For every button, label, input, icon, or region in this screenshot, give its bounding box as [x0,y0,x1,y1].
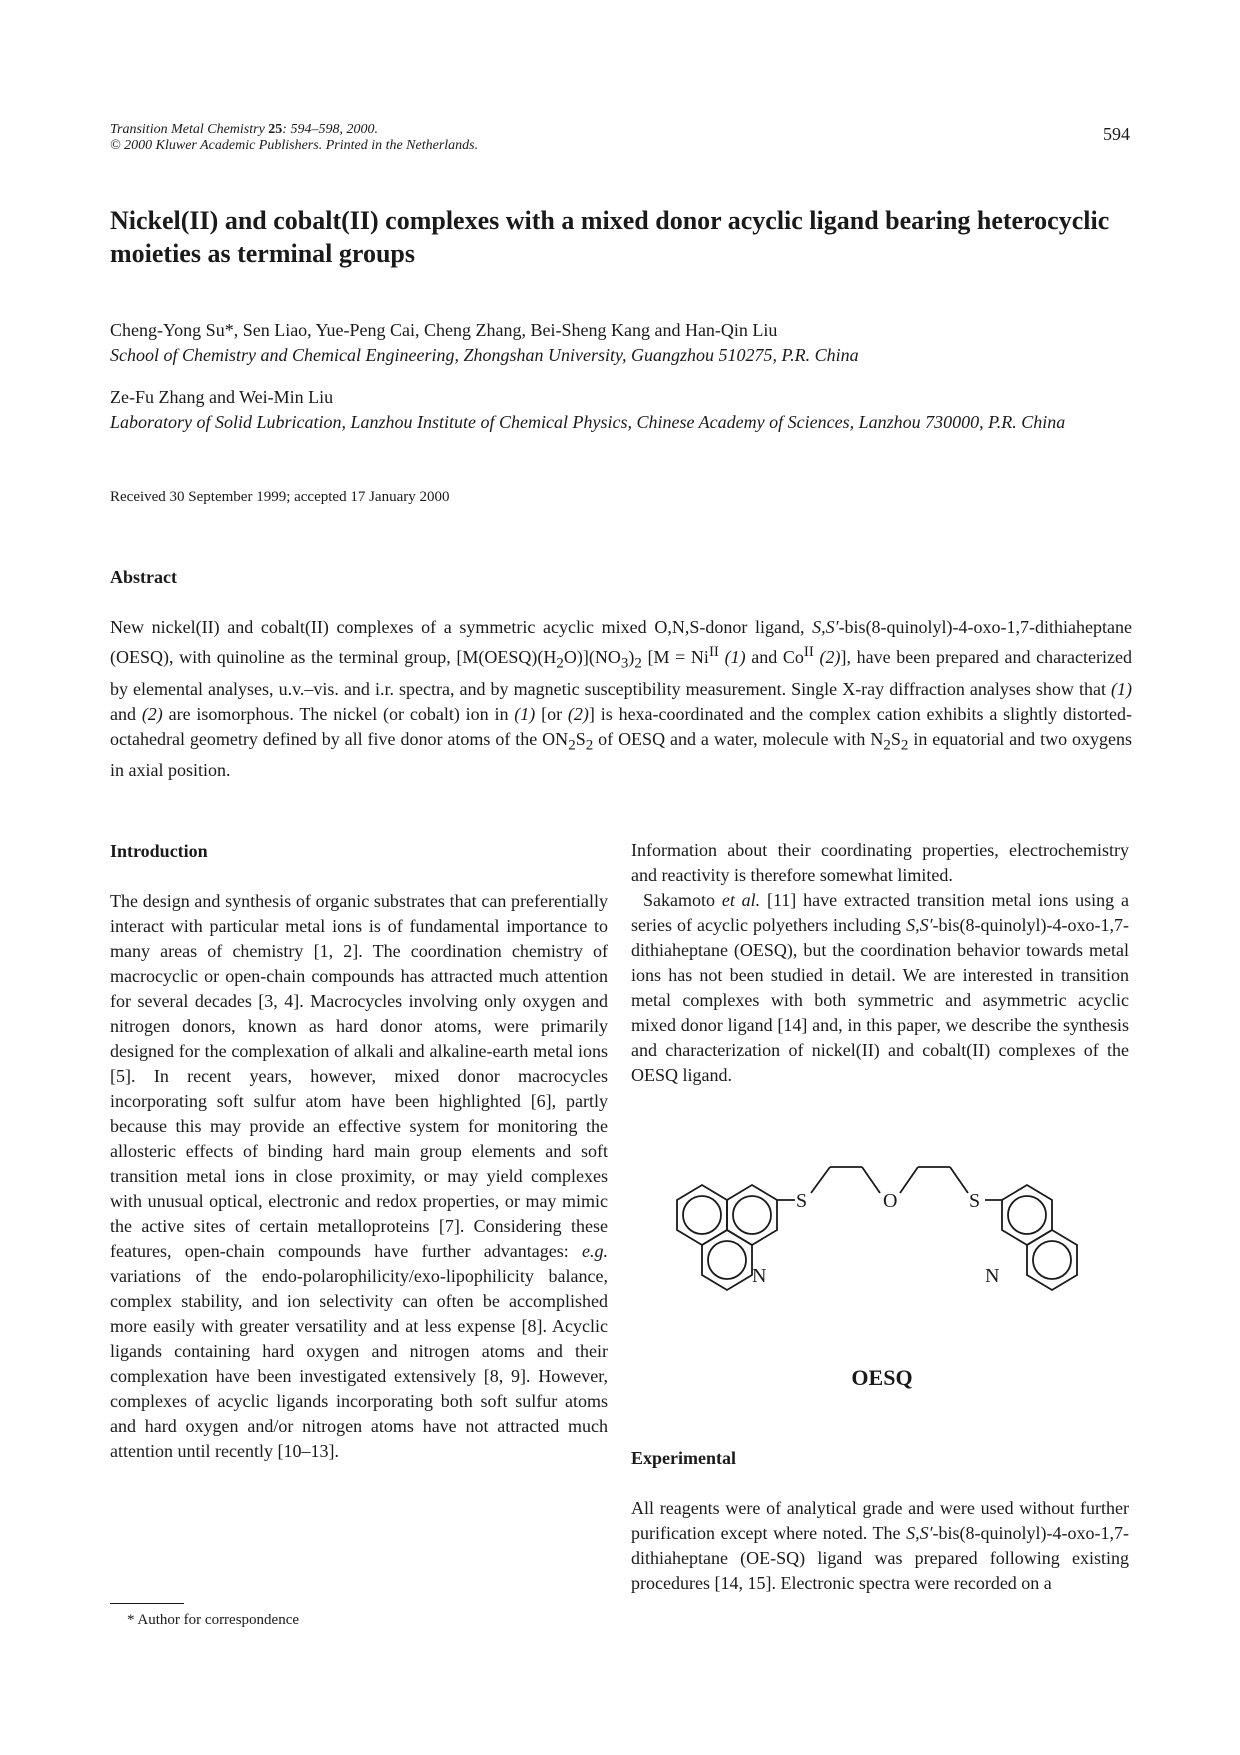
footnote-rule [110,1603,184,1604]
copyright-line: © 2000 Kluwer Academic Publishers. Printed in the Netherlands. [110,138,479,153]
affiliation-1: School of Chemistry and Chemical Engineering, Zhongshan University, Guangzhou 510275, P.R. China [110,345,859,365]
abstract-heading: Abstract [110,567,177,587]
introduction-heading: Introduction [110,841,208,861]
journal-pages-year: : 594–598, 2000. [282,122,378,137]
journal-name: Transition Metal Chemistry [110,122,265,137]
introduction-paragraph-3: Sakamoto et al. [11] have extracted transition metal ions using a series of acyclic polyethers including S,S′-bis(8-quinolyl)-4-oxo-1,7-dithiaheptane (OESQ), but the coordination behavior towards metal ions has not been studied in detail. We are interested in transition metal complexes with both symmetric and asymmetric acyclic mixed donor ligand [14] and, in this paper, we describe the synthesis and characterization of nickel(II) and cobalt(II) complexes of the OESQ ligand. [631,890,1129,1085]
right-column-text [631,838,1129,1088]
oesq-structure-diagram [672,1155,1092,1365]
experimental-heading: Experimental [631,1448,736,1468]
figure-label: OESQ [851,1365,913,1390]
nitrogen-atom-left: N [752,1265,767,1287]
received-dates: Received 30 September 1999; accepted 17 January 2000 [110,489,450,505]
article-title: Nickel(II) and cobalt(II) complexes with a mixed donor acyclic ligand bearing heterocyclic moieties as terminal groups [110,206,1110,268]
page-number: 594 [1103,124,1130,144]
oxygen-atom: O [883,1190,898,1212]
author-list-1: Cheng-Yong Su*, Sen Liao, Yue-Peng Cai, Cheng Zhang, Bei-Sheng Kang and Han-Qin Liu [110,320,778,340]
journal-header [110,122,1130,154]
author-list-2: Ze-Fu Zhang and Wei-Min Liu [110,387,334,407]
introduction-paragraph-2: Information about their coordinating properties, electrochemistry and reactivity is therefore somewhat limited. [631,840,1129,885]
sulfur-atom-right: S [969,1190,981,1212]
affiliation-2: Laboratory of Solid Lubrication, Lanzhou Institute of Chemical Physics, Chinese Academy of Sciences, Lanzhou 730000, P.R. China [110,412,1066,432]
footnote: * Author for correspondence [127,1612,300,1628]
experimental-paragraph-1: All reagents were of analytical grade and were used without further purification except where noted. The S,S′-bis(8-quinolyl)-4-oxo-1,7-dithiaheptane (OE-SQ) ligand was prepared following existing procedures [14, 15]. Electronic spectra were recorded on a [631,1498,1129,1593]
sulfur-atom-left: S [796,1190,808,1212]
abstract-text: New nickel(II) and cobalt(II) complexes of a symmetric acyclic mixed O,N,S-donor ligand, S,S′-bis(8-quinolyl)-4-oxo-1,7-dithiaheptane (OESQ), with quinoline as the terminal group, $[M(OESQ)(H_2O)](NO_3)_2$ [$M = Ni^{II}$ (1) and $Co^{II}$ (2)], have been prepared and characterized by elemental analyses, u.v.–vis. and i.r. spectra, and by magnetic susceptibility measurement. Single X-ray diffraction analyses show that (1) and (2) are isomorphous. The nickel (or cobalt) ion in (1) [or (2)] is hexa-coordinated and the complex cation exhibits a slightly distorted-octahedral geometry defined by all five donor atoms of the $ON_2S_2$ of OESQ and a water, molecule with $N_2S_2$ in equatorial and two oxygens in axial position. [110,617,1133,781]
nitrogen-atom-right: N [985,1265,1000,1287]
introduction-paragraph-1: The design and synthesis of organic substrates that can preferentially interact with particular metal ions is of fundamental importance to many areas of chemistry [1, 2]. The coordination chemistry of macrocyclic or open-chain compounds has attracted much attention for several decades [3, 4]. Macrocycles involving only oxygen and nitrogen donors, known as hard donor atoms, were primarily designed for the complexation of alkali and alkaline-earth metal ions [5]. In recent years, however, mixed donor macrocycles incorporating soft sulfur atom have been highlighted [6], partly because this may provide an effective system for monitoring the allosteric effects of binding hard main group elements and soft transition metal ions in close proximity, or may yield complexes with unusual optical, electronic and redox properties, or may mimic the active sites of certain metalloproteins [7]. Considering these features, open-chain compounds have further advantages: e.g. variations of the endo-polarophilicity/exo-lipophilicity balance, complex stability, and ion selectivity can often be accomplished more easily with greater versatility and at less expense [8]. Acyclic ligands containing hard oxygen and nitrogen atoms and their complexation have been investigated extensively [8, 9]. However, complexes of acyclic ligands incorporating both soft sulfur atoms and hard oxygen and/or nitrogen atoms have not attracted much attention until recently [10–13]. [110,891,608,1461]
oesq-structure-figure [672,1155,1092,1415]
journal-volume: 25 [268,122,283,137]
